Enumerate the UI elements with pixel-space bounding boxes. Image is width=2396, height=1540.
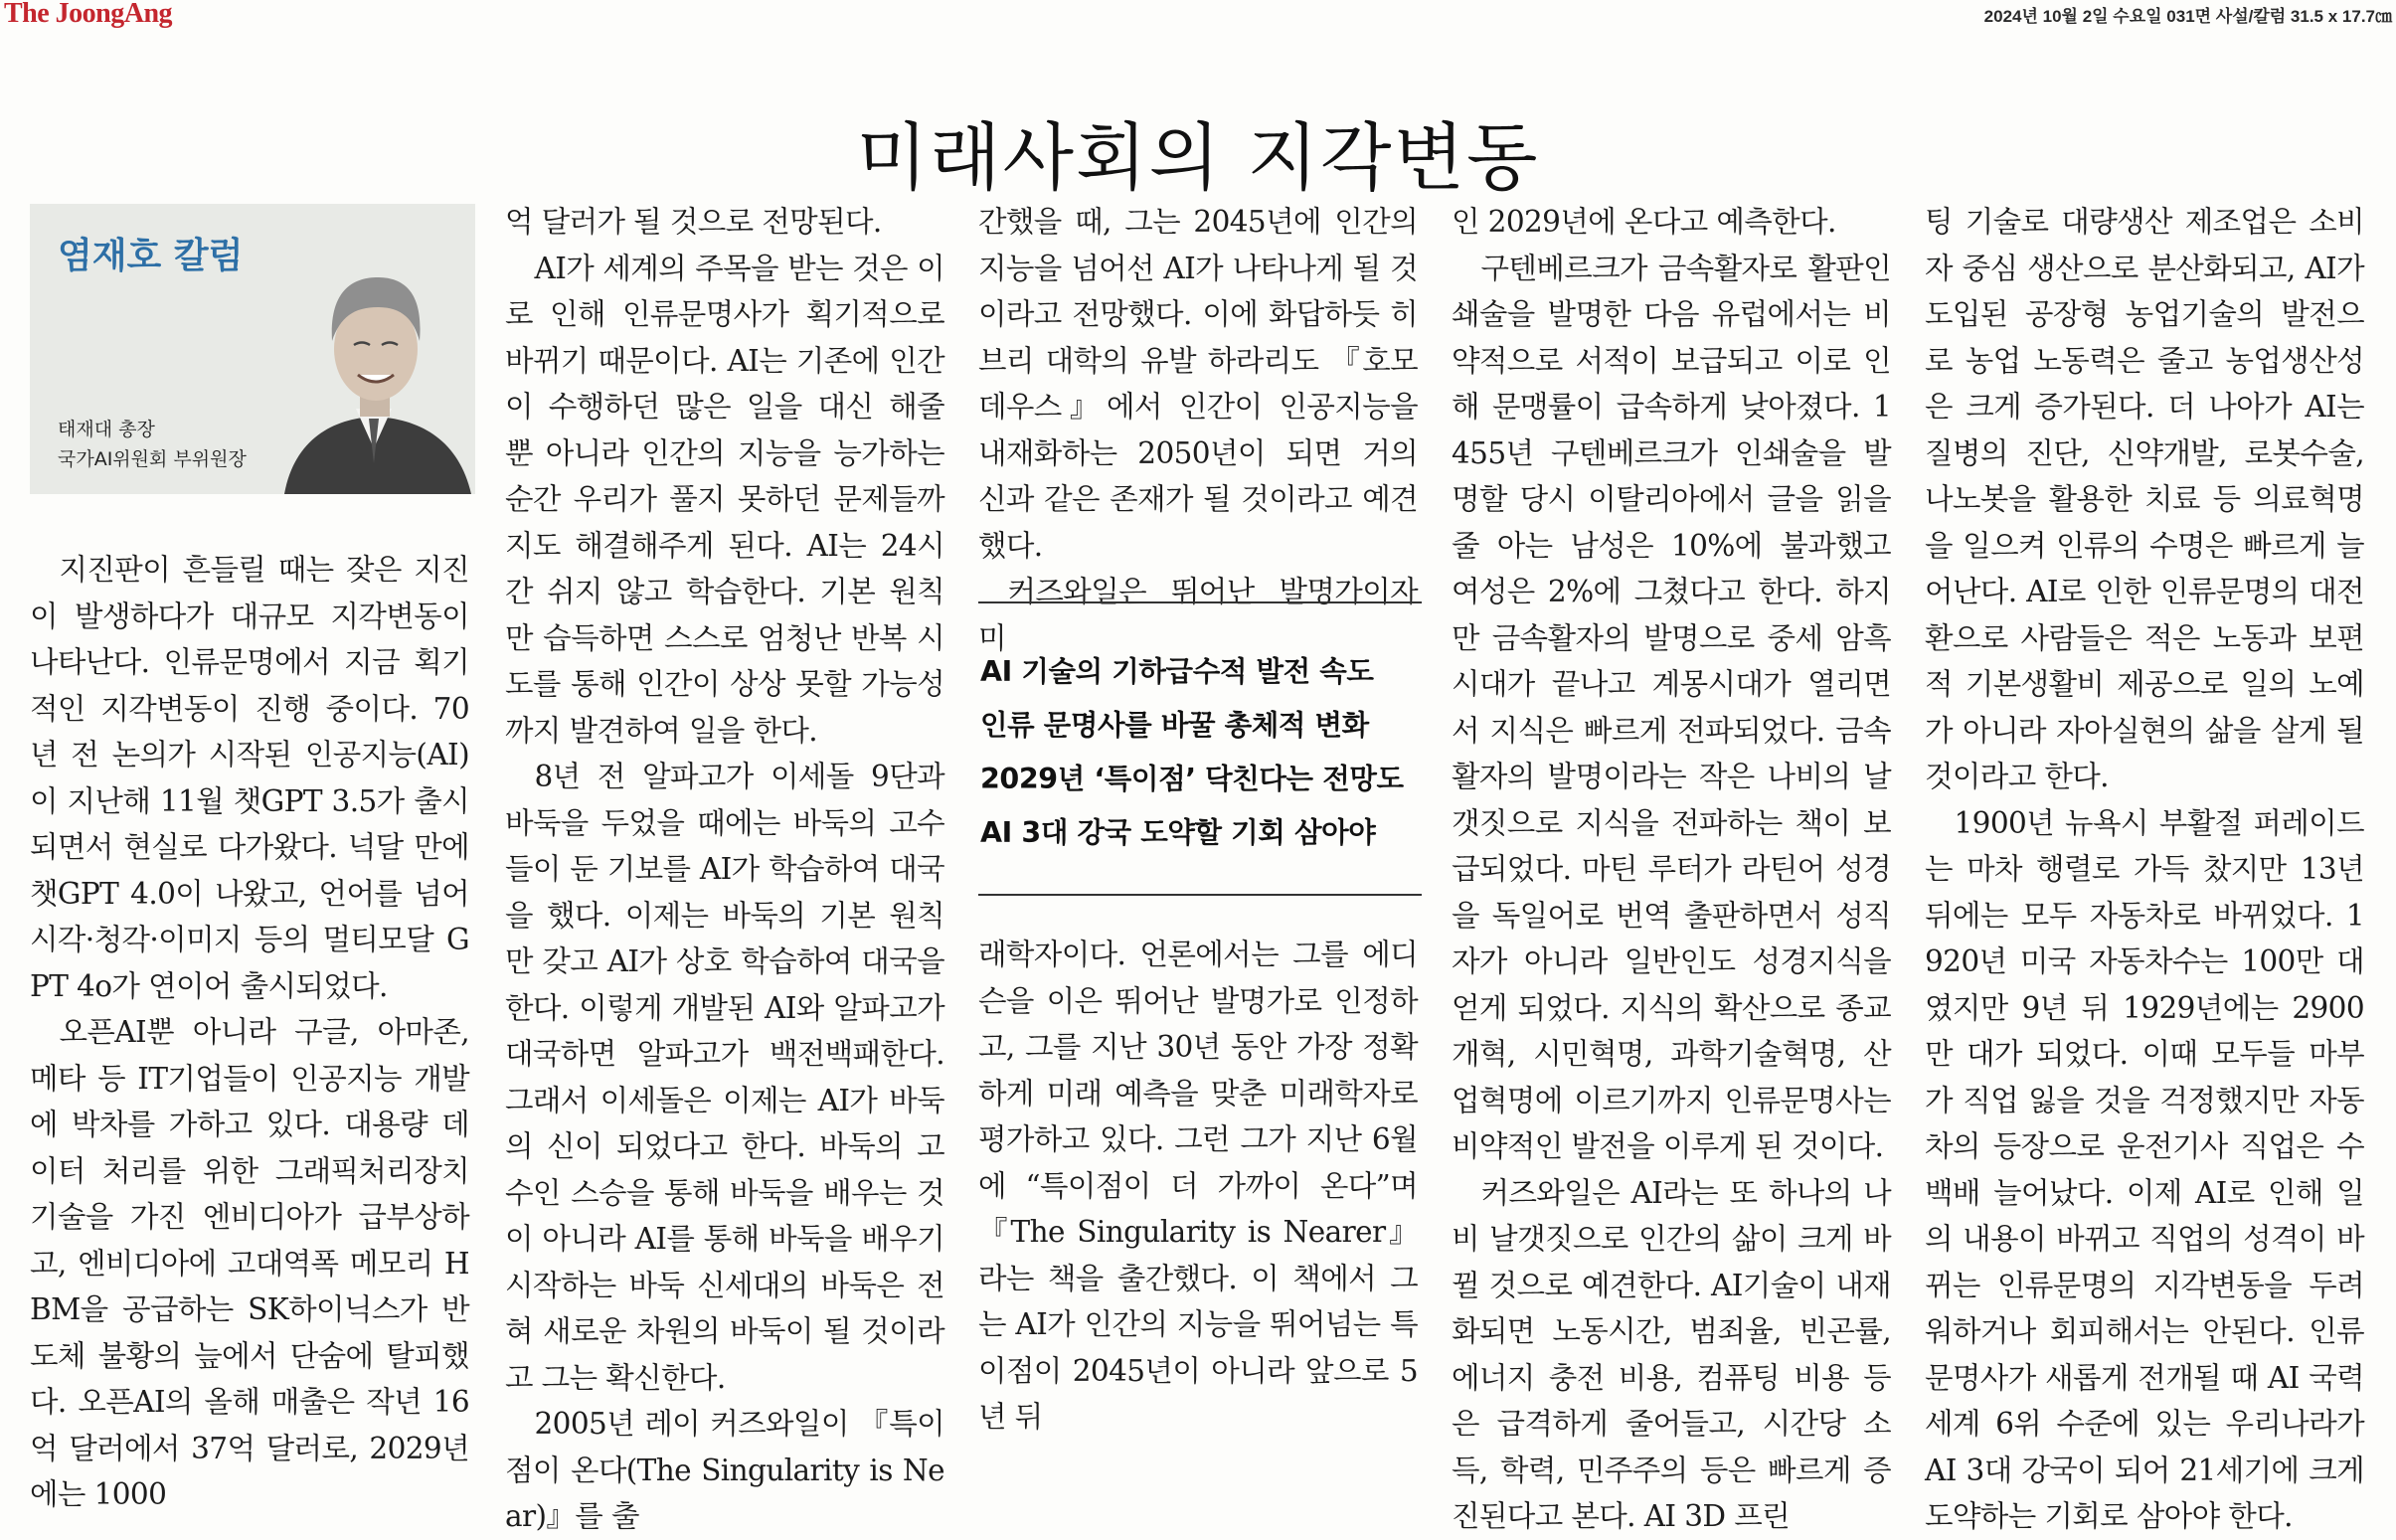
pull-quote [978,601,1422,896]
body-paragraph: 지진판이 흔들릴 때는 잦은 지진이 발생하다가 대규모 지각변동이 나타난다. 인류문명에서 지금 획기적인 지각변동이 진행 중이다. 70년 전 논의가 시작된 인공지능(AI)이 지난해 11월 챗GPT 3.5가 출시되면서 현실로 다가왔다. 넉달 만에 챗GPT 4.0이 나왔고, 언어를 넘어 시각·청각·이미지 등의 멀티모달 GPT 4o가 연이어 출시되었다. [30,553,469,1003]
body-paragraph: 8년 전 알파고가 이세돌 9단과 바둑을 두었을 때에는 바둑의 고수들이 둔 기보를 AI가 학습하여 대국을 했다. 이제는 바둑의 기본 원칙만 갖고 AI가 상호 학습하여 대국을 한다. 이렇게 개발된 AI와 알파고가 대국하면 알파고가 백전백패한다. 그래서 이세돌은 이제는 AI가 바둑의 신이 되었다고 한다. 바둑의 고수인 스승을 통해 바둑을 배우는 것이 아니라 AI를 통해 바둑을 배우기 시작하는 바둑 신세대의 바둑은 전혀 새로운 차원의 바둑이 될 것이라고 그는 확신한다. [505,760,944,1395]
body-paragraph: 구텐베르크가 금속활자로 활판인쇄술을 발명한 다음 유럽에서는 비약적으로 서적이 보급되고 이로 인해 문맹률이 급속하게 낮아졌다. 1455년 구텐베르크가 인쇄술을 발명할 당시 이탈리아에서 글을 읽을 줄 아는 남성은 10%에 불과했고 여성은 2%에 그쳤다고 한다. 하지만 금속활자의 발명으로 중세 암흑시대가 끝나고 계몽시대가 열리면서 지식은 빠르게 전파되었다. 금속활자의 발명이라는 작은 나비의 날갯짓으로 지식을 전파하는 책이 보급되었다. 마틴 루터가 라틴어 성경을 독일어로 번역 출판하면서 성직자가 아니라 일반인도 성경지식을 얻게 되었다. 지식의 확산으로 종교개혁, 시민혁명, 과학기술혁명, 산업혁명에 이르기까지 인류문명사는 비약적인 발전을 이루게 된 것이다. [1452,251,1891,1163]
publication-info: 2024년 10월 2일 수요일 031면 사설/칼럼 31.5 x 17.7㎝ [1983,7,2392,26]
author-title [58,415,247,474]
body-paragraph: 커즈와일은 뛰어난 발명가이자 미 [978,575,1418,655]
author-title-line-1: 태재대 총장 [58,419,155,440]
body-paragraph: 억 달러가 될 것으로 전망된다. [505,205,882,239]
body-paragraph: 커즈와일은 AI라는 또 하나의 나비 날갯짓으로 인간의 삶이 크게 바뀔 것으로 예견한다. AI기술이 내재화되면 노동시간, 범죄율, 빈곤률, 에너지 충전 비용, 컴퓨팅 비용 등은 급격하게 줄어들고, 시간당 소득, 학력, 민주주의 등은 빠르게 증진된다고 본다. AI 3D 프린 [1452,1175,1891,1533]
body-paragraph: 간했을 때, 그는 2045년에 인간의 지능을 넘어선 AI가 나타나게 될 것이라고 전망했다. 이에 화답하듯 히브리 대학의 유발 하라리도 『호모 데우스』에서 인간이 인공지능을 내재화하는 2050년이 되면 거의 신과 같은 존재가 될 것이라고 예견했다. [978,205,1418,563]
column-name: 염재호 칼럼 [58,236,244,276]
headline: 미래사회의 지각변동 [856,114,1540,201]
body-paragraph: 래학자이다. 언론에서는 그를 에디슨을 이은 뛰어난 발명가로 인정하고, 그를 지난 30년 동안 가장 정확하게 미래 예측을 맞춘 미래학자로 평가하고 있다. 그런 그가 지난 6월에 “특이점이 더 가까이 온다”며 『The Singularity is Nearer』라는 책을 출간했다. 이 책에서 그는 AI가 인간의 지능을 뛰어넘는 특이점이 2045년이 아니라 앞으로 5년 뒤 [978,938,1418,1434]
body-paragraph: 오픈AI뿐 아니라 구글, 아마존, 메타 등 IT기업들이 인공지능 개발에 박차를 가하고 있다. 대용량 데이터 처리를 위한 그래픽처리장치 기술을 가진 엔비디아가 급부상하고, 엔비디아에 고대역폭 메모리 HBM을 공급하는 SK하이닉스가 반도체 불황의 늪에서 단숨에 탈피했다. 오픈AI의 올해 매출은 작년 16억 달러에서 37억 달러로, 2029년에는 1000 [30,1015,469,1511]
article-column-4 [1452,199,1891,1540]
pull-quote-line: AI 기술의 기하급수적 발전 속도 [980,655,1374,688]
article-column-2 [505,199,944,1540]
pull-quote-line: 인류 문명사를 바꿀 총체적 변화 [980,709,1369,742]
author-title-line-2: 국가AI위원회 부위원장 [58,448,247,470]
pull-quote-line: 2029년 ‘특이점’ 닥친다는 전망도 [980,763,1404,795]
masthead [0,0,2396,34]
article-column-3-bottom [978,932,1418,1441]
body-paragraph: 2005년 레이 커즈와일이 『특이점이 온다(The Singularity is Near)』를 출 [505,1407,944,1533]
newspaper-logo: The JoongAng [4,0,173,29]
body-paragraph: 1900년 뉴욕시 부활절 퍼레이드는 마차 행렬로 가득 찼지만 13년 뒤에는 모두 자동차로 바뀌었다. 1920년 미국 자동차수는 100만 대였지만 9년 뒤 1929년에는 2900만 대가 되었다. 이때 모두들 마부가 직업 잃을 것을 걱정했지만 자동차의 등장으로 운전기사 직업은 수백배 늘어났다. 이제 AI로 인해 일의 내용이 바뀌고 직업의 성격이 바뀌는 인류문명의 지각변동을 두려워하거나 회피해서는 안된다. 인류문명사가 새롭게 전개될 때 AI 국력 세계 6위 수준에 있는 우리나라가 AI 3대 강국이 되어 21세기에 크게 도약하는 기회로 삼아야 한다. [1925,805,2364,1533]
article-column-3-top [978,199,1418,661]
body-paragraph: AI가 세계의 주목을 받는 것은 이로 인해 인류문명사가 획기적으로 바뀌기 때문이다. AI는 기존에 인간이 수행하던 많은 일을 대신 해줄 뿐 아니라 인간의 지능을 능가하는 순간 우리가 풀지 못하던 문제들까지도 해결해주게 된다. AI는 24시간 쉬지 않고 학습한다. 기본 원칙만 습득하면 스스로 엄청난 반복 시도를 통해 인간이 상상 못할 가능성까지 발견하여 일을 한다. [505,251,944,748]
author-portrait [274,250,473,494]
pull-quote-line: AI 3대 강국 도약할 기회 삼아야 [980,816,1376,849]
byline-box [30,204,475,494]
article-column-5 [1925,199,2364,1540]
article-column-1 [30,547,469,1518]
body-paragraph: 팅 기술로 대량생산 제조업은 소비자 중심 생산으로 분산화되고, AI가 도입된 공장형 농업기술의 발전으로 농업 노동력은 줄고 농업생산성은 크게 증가된다. 더 나아가 AI는 질병의 진단, 신약개발, 로봇수술, 나노봇을 활용한 치료 등 의료혁명을 일으켜 인류의 수명은 빠르게 늘어난다. AI로 인한 인류문명의 대전환으로 사람들은 적은 노동과 보편적 기본생활비 제공으로 일의 노예가 아니라 자아실현의 삶을 살게 될 것이라고 한다. [1925,205,2364,793]
body-paragraph: 인 2029년에 온다고 예측한다. [1452,205,1836,239]
